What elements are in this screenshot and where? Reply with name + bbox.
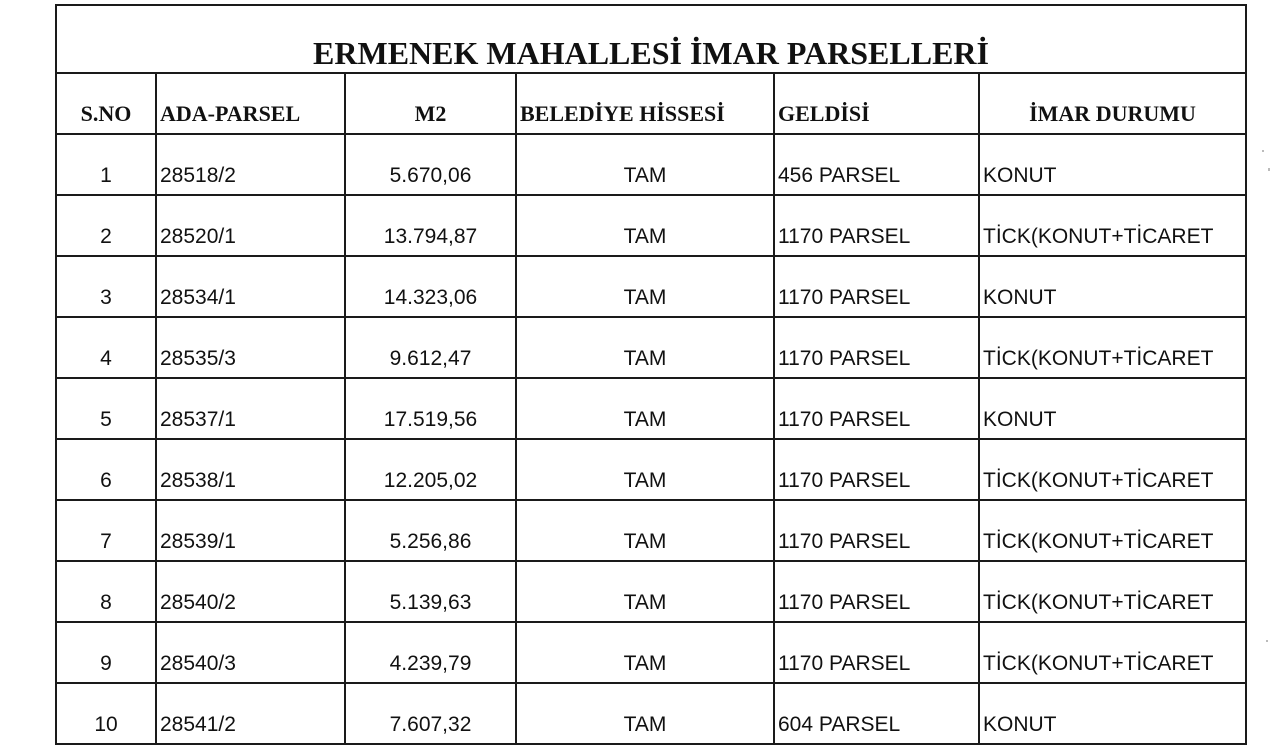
table-row bbox=[56, 378, 1246, 439]
cell-ada-parsel: 28520/1 bbox=[156, 195, 345, 256]
cell-belediye-hissesi: TAM bbox=[516, 317, 774, 378]
table-row bbox=[56, 683, 1246, 744]
col-header-belediye-hissesi: BELEDİYE HİSSESİ bbox=[516, 73, 774, 134]
cell-imar-durumu: TİCK(KONUT+TİCARET bbox=[979, 500, 1246, 561]
cell-ada-parsel: 28534/1 bbox=[156, 256, 345, 317]
cell-ada-parsel: 28539/1 bbox=[156, 500, 345, 561]
cell-imar-durumu: TİCK(KONUT+TİCARET bbox=[979, 561, 1246, 622]
cell-sno: 9 bbox=[56, 622, 156, 683]
cell-belediye-hissesi: TAM bbox=[516, 561, 774, 622]
cell-m2: 5.139,63 bbox=[345, 561, 516, 622]
cell-ada-parsel: 28538/1 bbox=[156, 439, 345, 500]
cell-ada-parsel: 28518/2 bbox=[156, 134, 345, 195]
header-row bbox=[56, 73, 1246, 134]
cell-m2: 5.256,86 bbox=[345, 500, 516, 561]
cell-ada-parsel: 28540/2 bbox=[156, 561, 345, 622]
cell-imar-durumu: KONUT bbox=[979, 134, 1246, 195]
cell-m2: 7.607,32 bbox=[345, 683, 516, 744]
table-row bbox=[56, 561, 1246, 622]
cell-sno: 3 bbox=[56, 256, 156, 317]
cell-imar-durumu: TİCK(KONUT+TİCARET bbox=[979, 439, 1246, 500]
col-header-ada-parsel: ADA-PARSEL bbox=[156, 73, 345, 134]
cell-m2: 17.519,56 bbox=[345, 378, 516, 439]
cell-m2: 9.612,47 bbox=[345, 317, 516, 378]
cell-imar-durumu: KONUT bbox=[979, 378, 1246, 439]
table-row bbox=[56, 622, 1246, 683]
cell-sno: 8 bbox=[56, 561, 156, 622]
table-row bbox=[56, 317, 1246, 378]
cell-m2: 14.323,06 bbox=[345, 256, 516, 317]
cell-geldisi: 1170 PARSEL bbox=[774, 195, 979, 256]
cell-geldisi: 1170 PARSEL bbox=[774, 561, 979, 622]
cell-geldisi: 604 PARSEL bbox=[774, 683, 979, 744]
cell-belediye-hissesi: TAM bbox=[516, 256, 774, 317]
table-row bbox=[56, 256, 1246, 317]
cell-geldisi: 1170 PARSEL bbox=[774, 317, 979, 378]
cell-sno: 1 bbox=[56, 134, 156, 195]
cell-imar-durumu: TİCK(KONUT+TİCARET bbox=[979, 622, 1246, 683]
cell-sno: 2 bbox=[56, 195, 156, 256]
cell-ada-parsel: 28541/2 bbox=[156, 683, 345, 744]
table-row bbox=[56, 500, 1246, 561]
cell-belediye-hissesi: TAM bbox=[516, 683, 774, 744]
cell-belediye-hissesi: TAM bbox=[516, 439, 774, 500]
cell-m2: 13.794,87 bbox=[345, 195, 516, 256]
cell-ada-parsel: 28537/1 bbox=[156, 378, 345, 439]
cell-geldisi: 1170 PARSEL bbox=[774, 500, 979, 561]
document-title: ERMENEK MAHALLESİ İMAR PARSELLERİ bbox=[56, 5, 1246, 73]
scan-artifact bbox=[1268, 168, 1270, 171]
col-header-sno: S.NO bbox=[56, 73, 156, 134]
cell-geldisi: 456 PARSEL bbox=[774, 134, 979, 195]
cell-imar-durumu: KONUT bbox=[979, 683, 1246, 744]
table-row bbox=[56, 134, 1246, 195]
cell-m2: 5.670,06 bbox=[345, 134, 516, 195]
col-header-m2: M2 bbox=[345, 73, 516, 134]
cell-imar-durumu: KONUT bbox=[979, 256, 1246, 317]
cell-geldisi: 1170 PARSEL bbox=[774, 378, 979, 439]
cell-belediye-hissesi: TAM bbox=[516, 195, 774, 256]
scan-artifact bbox=[1266, 640, 1268, 642]
parcel-table bbox=[55, 4, 1247, 745]
cell-belediye-hissesi: TAM bbox=[516, 378, 774, 439]
col-header-geldisi: GELDİSİ bbox=[774, 73, 979, 134]
cell-imar-durumu: TİCK(KONUT+TİCARET bbox=[979, 317, 1246, 378]
cell-geldisi: 1170 PARSEL bbox=[774, 256, 979, 317]
cell-sno: 5 bbox=[56, 378, 156, 439]
col-header-imar-durumu: İMAR DURUMU bbox=[979, 73, 1246, 134]
cell-geldisi: 1170 PARSEL bbox=[774, 439, 979, 500]
cell-ada-parsel: 28540/3 bbox=[156, 622, 345, 683]
cell-sno: 10 bbox=[56, 683, 156, 744]
scan-artifact bbox=[1262, 150, 1264, 152]
cell-m2: 4.239,79 bbox=[345, 622, 516, 683]
table-row bbox=[56, 195, 1246, 256]
table-row bbox=[56, 439, 1246, 500]
cell-imar-durumu: TİCK(KONUT+TİCARET bbox=[979, 195, 1246, 256]
cell-belediye-hissesi: TAM bbox=[516, 500, 774, 561]
cell-sno: 7 bbox=[56, 500, 156, 561]
cell-sno: 4 bbox=[56, 317, 156, 378]
cell-belediye-hissesi: TAM bbox=[516, 134, 774, 195]
cell-belediye-hissesi: TAM bbox=[516, 622, 774, 683]
cell-ada-parsel: 28535/3 bbox=[156, 317, 345, 378]
cell-geldisi: 1170 PARSEL bbox=[774, 622, 979, 683]
cell-m2: 12.205,02 bbox=[345, 439, 516, 500]
cell-sno: 6 bbox=[56, 439, 156, 500]
